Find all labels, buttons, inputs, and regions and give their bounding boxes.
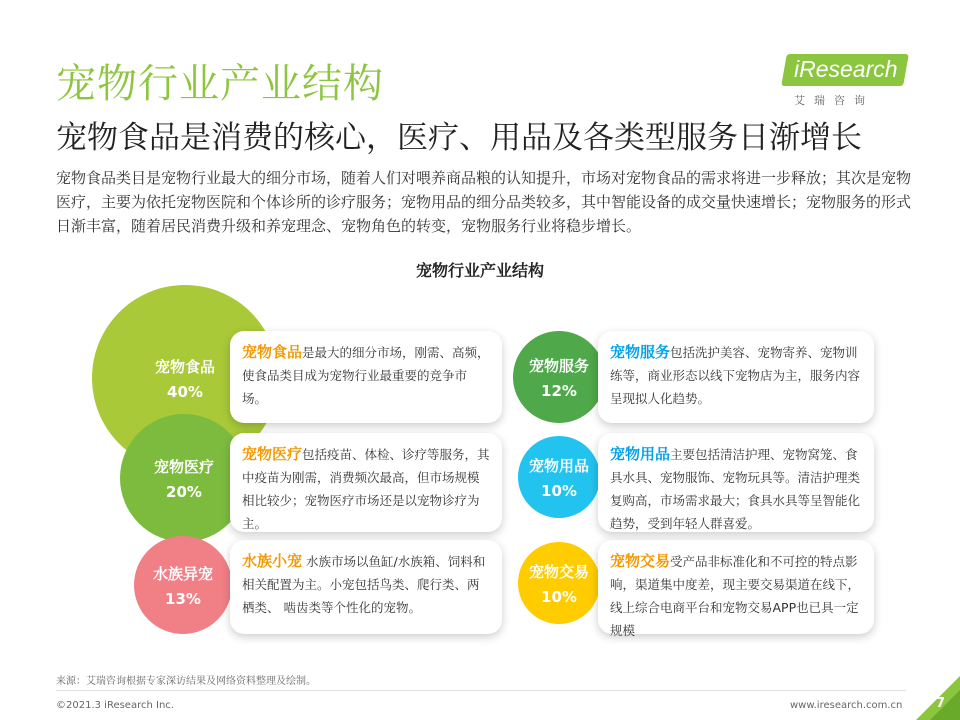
segment-card-food xyxy=(230,331,502,423)
card-desc: 包括洗护美容、宠物寄养、宠物训练等，商业形态以线下宠物店为主，服务内容呈现拟人化趋势。 xyxy=(610,345,861,406)
card-desc: 受产品非标准化和不可控的特点影响，渠道集中度差，现主要交易渠道在线下，线上综合电商平台和宠物交易APP也已具一定规模 xyxy=(610,554,861,638)
segment-pct: 40% xyxy=(167,382,203,401)
segment-card-aquatic xyxy=(230,540,502,634)
segment-card-service xyxy=(598,331,874,423)
page-title: 宠物行业产业结构 xyxy=(56,61,384,107)
card-highlight: 宠物食品 xyxy=(242,343,303,361)
segment-name: 宠物食品 xyxy=(154,357,215,376)
segment-card-trade xyxy=(598,540,874,638)
card-highlight: 宠物服务 xyxy=(610,343,671,361)
segment-pct: 12% xyxy=(541,381,577,400)
segment-name: 宠物交易 xyxy=(528,562,589,581)
card-desc: 包括疫苗、体检、诊疗等服务，其中疫苗为刚需，消费频次最高，但市场规模相比较少；宠物医疗市场还是以宠物诊疗为主。 xyxy=(242,447,490,531)
card-desc: 是最大的细分市场，刚需、高频，使食品类目成为宠物行业最重要的竞争市场。 xyxy=(242,345,490,406)
segment-name: 宠物医疗 xyxy=(153,457,214,476)
card-highlight: 水族小宠 xyxy=(242,552,303,570)
website-link[interactable]: www.iresearch.com.cn xyxy=(790,700,903,711)
chart-title: 宠物行业产业结构 xyxy=(415,261,544,280)
source-note: 来源：艾瑞咨询根据专家深访结果及网络资料整理及绘制。 xyxy=(56,676,316,687)
logo-brand-text: iResearch xyxy=(794,56,898,82)
segment-pct: 10% xyxy=(541,587,577,606)
intro-paragraph: 宠物食品类目是宠物行业最大的细分市场，随着人们对喂养商品粮的认知提升，市场对宠物食品的需求将进一步释放；其次是宠物医疗，主要为依托宠物医院和个体诊所的诊疗服务；宠物用品的细分品类较多，其中智能设备的成交量快速增长；宠物服务的形式日渐丰富，随着居民消费升级和养宠理念、宠物角色的转变，宠物服务行业将稳步增长。 xyxy=(56,169,912,235)
segment-circle-service xyxy=(513,331,605,423)
footer-divider xyxy=(56,690,906,691)
copyright: ©2021.3 iResearch Inc. xyxy=(56,700,174,711)
card-desc: 水族市场以鱼缸/水族箱、饲料和相关配置为主。小宠包括鸟类、爬行类、两栖类、 啮齿类等个性化的宠物。 xyxy=(242,554,486,615)
segment-circle-medical xyxy=(120,414,248,542)
segment-pct: 20% xyxy=(166,482,202,501)
page-number: 7 xyxy=(936,696,946,711)
page-subtitle: 宠物食品是消费的核心，医疗、用品及各类型服务日渐增长 xyxy=(56,120,862,156)
logo-cn-text: 艾瑞咨询 xyxy=(794,94,874,107)
card-desc: 主要包括清洁护理、宠物窝笼、食具水具、宠物服饰、宠物玩具等。清洁护理类复购高，市场需求最大；食具水具等呈智能化趋势，受到年轻人群喜爱。 xyxy=(610,447,861,531)
segment-name: 宠物用品 xyxy=(528,456,589,475)
segment-name: 宠物服务 xyxy=(528,356,589,375)
segment-card-supplies xyxy=(598,433,874,532)
segment-card-medical xyxy=(230,433,502,532)
segment-circle-aquatic xyxy=(134,536,232,634)
segment-pct: 13% xyxy=(165,589,201,608)
segment-name: 水族异宠 xyxy=(152,564,213,583)
segment-pct: 10% xyxy=(541,481,577,500)
card-highlight: 宠物交易 xyxy=(610,552,671,570)
card-highlight: 宠物医疗 xyxy=(242,445,303,463)
segment-circle-trade xyxy=(518,542,600,624)
iresearch-logo xyxy=(784,50,914,110)
segment-circle-supplies xyxy=(518,436,600,518)
card-highlight: 宠物用品 xyxy=(610,445,671,463)
